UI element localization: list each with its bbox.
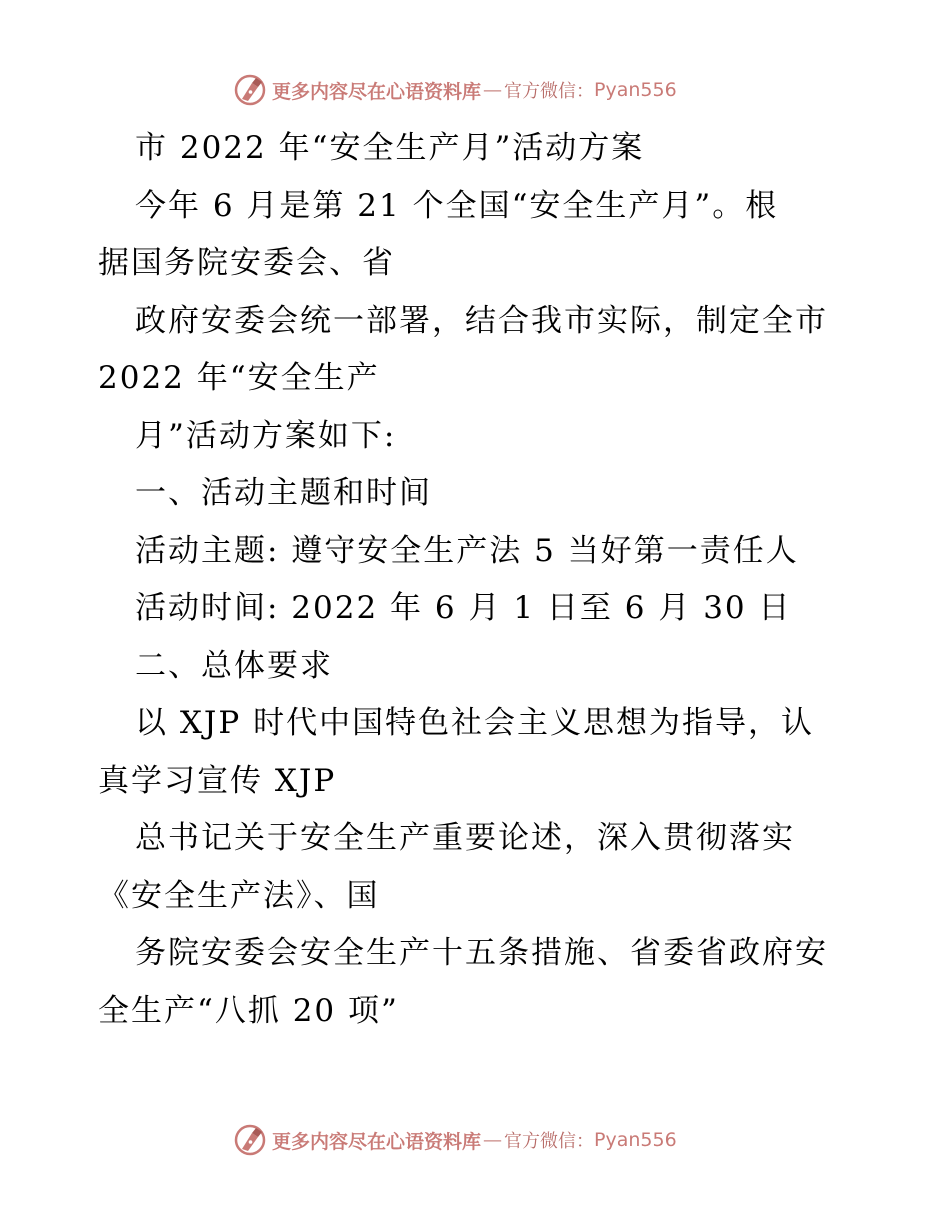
pen-nib-logo-icon bbox=[232, 72, 268, 108]
doc-line: 活动时间: 2022 年 6 月 1 日至 6 月 30 日 bbox=[135, 590, 792, 626]
watermark-wechat-id: Pyan556 bbox=[594, 79, 677, 101]
doc-line: 政府安委会统一部署，结合我市实际，制定全市 bbox=[135, 302, 828, 339]
header-watermark bbox=[232, 70, 677, 110]
watermark-separator: — bbox=[483, 1129, 503, 1151]
watermark-brand-text: 更多内容尽在心语资料库 bbox=[272, 80, 482, 103]
watermark-wechat-label: 官方微信： bbox=[504, 1131, 595, 1152]
section-heading: 二、总体要求 bbox=[135, 647, 333, 684]
watermark-wechat-id: Pyan556 bbox=[594, 1129, 677, 1151]
watermark-wechat-label: 官方微信： bbox=[504, 81, 595, 102]
doc-line: 以 XJP 时代中国特色社会主义思想为指导，认 bbox=[135, 705, 815, 741]
doc-line: 总书记关于安全生产重要论述，深入贯彻落实 bbox=[135, 820, 795, 856]
doc-line: 活动主题: 遵守安全生产法 5 当好第一责任人 bbox=[135, 532, 799, 569]
doc-line: 月”活动方案如下: bbox=[135, 417, 397, 454]
document-body bbox=[98, 120, 858, 1040]
watermark-brand-text: 更多内容尽在心语资料库 bbox=[272, 1130, 482, 1153]
doc-title: 市 2022 年“安全生产月”活动方案 bbox=[135, 130, 645, 166]
footer-watermark bbox=[232, 1120, 677, 1160]
section-heading: 一、活动主题和时间 bbox=[135, 475, 432, 511]
doc-line: 今年 6 月是第 21 个全国“安全生产月”。根 bbox=[135, 187, 779, 224]
doc-line: 2022 年“安全生产 bbox=[98, 360, 380, 396]
watermark-separator: — bbox=[483, 79, 503, 101]
pen-nib-logo-icon bbox=[232, 1122, 268, 1158]
doc-line: 《安全生产法》、国 bbox=[98, 877, 380, 914]
doc-line: 据国务院安委会、省 bbox=[98, 245, 395, 281]
doc-line: 真学习宣传 XJP bbox=[98, 762, 337, 799]
doc-line: 全生产“八抓 20 项” bbox=[98, 992, 399, 1029]
doc-line: 务院安委会安全生产十五条措施、省委省政府安 bbox=[135, 935, 828, 971]
